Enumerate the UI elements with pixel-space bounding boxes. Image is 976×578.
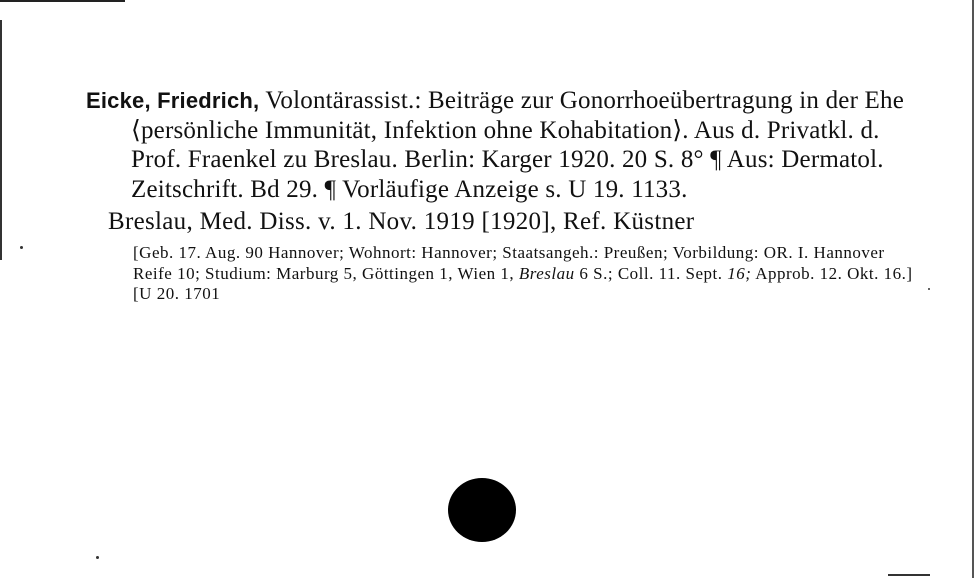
offprint-note: ¶ Aus: Dermatol. Zeitschrift. Bd 29.	[131, 146, 884, 203]
bio-text: [Geb. 17. Aug. 90 Hannover; Wohnort: Hannover; Staatsangeh.: Preußen; Vorbildung: OR. I. Hannover Reife 10; Studium: Marburg 5, Göttingen 1, Wien 1,	[133, 243, 885, 283]
scan-speck	[96, 556, 99, 559]
bio-year: 16;	[727, 263, 752, 283]
entry-main-text	[86, 86, 910, 204]
work-title: Beiträge zur Gonorrhoeübertragung in der Ehe ⟨persönliche Immunität, Infektion ohne Kohabitation⟩.	[131, 87, 905, 144]
clinic-note: Aus d. Privatkl. d. Prof. Fraenkel zu Breslau.	[131, 116, 880, 173]
dissertation-line: Breslau, Med. Diss. v. 1. Nov. 1919 [1920], Ref. Küstner	[108, 208, 695, 235]
punch-hole	[448, 478, 516, 542]
scan-edge-top	[0, 0, 125, 2]
scan-speck	[20, 246, 23, 249]
bibliographic-entry	[86, 86, 913, 305]
bio-text: 6 S.; Coll. 11. Sept.	[579, 263, 723, 283]
catalog-reference: [U 20. 1701	[133, 284, 221, 303]
biographical-note	[133, 243, 913, 305]
scan-edge-bottom	[888, 574, 930, 576]
author-position: Volontärassist.:	[265, 87, 422, 114]
author-name: Eicke, Friedrich,	[86, 88, 260, 113]
scan-speck	[928, 288, 930, 290]
scan-edge-right	[972, 0, 974, 578]
bio-text: Approb. 12. Okt. 16.]	[755, 263, 913, 283]
publication-info: Berlin: Karger 1920. 20 S. 8°	[404, 146, 704, 173]
bio-city: Breslau	[518, 263, 575, 283]
preliminary-note: ¶ Vorläufige Anzeige s. U 19. 1133.	[324, 175, 688, 203]
scan-edge-left	[0, 20, 2, 260]
